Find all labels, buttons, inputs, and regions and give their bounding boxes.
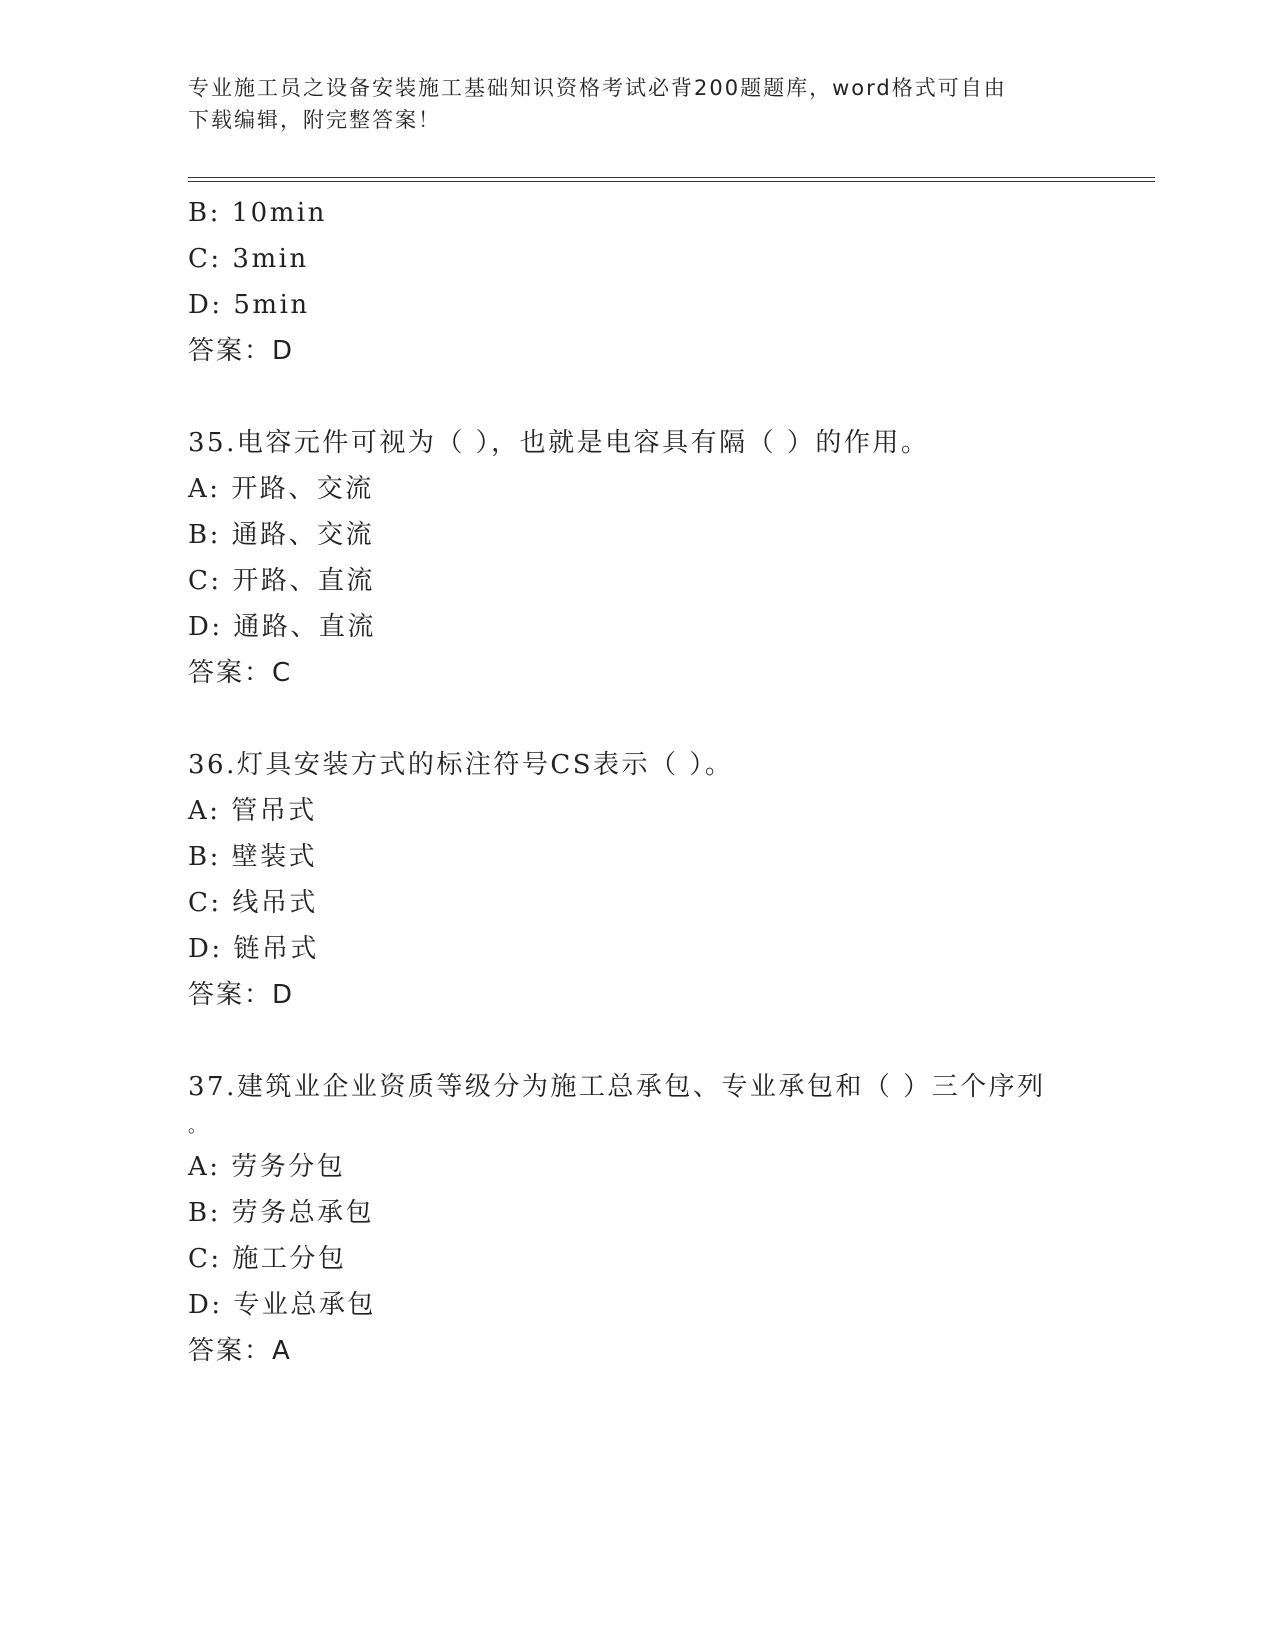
option-d: D: 5min <box>188 290 310 320</box>
question-37 <box>188 1064 1088 1374</box>
option-a: A: 开路、交流 <box>188 474 374 504</box>
question-content <box>188 190 1088 1374</box>
option-c: C: 3min <box>188 244 309 274</box>
option-b: B: 劳务总承包 <box>188 1198 375 1228</box>
option-c: C: 线吊式 <box>188 888 318 918</box>
spacer <box>188 1018 1088 1064</box>
question-text: 36.灯具安装方式的标注符号CS表示（ ）。 <box>188 750 734 780</box>
spacer <box>188 374 1088 420</box>
question-text-line-2: 。 <box>188 1116 206 1137</box>
question-text-line-1: 37.建筑业企业资质等级分为施工总承包、专业承包和（ ）三个序列 <box>188 1072 1046 1102</box>
header-line-2: 下载编辑，附完整答案！ <box>188 108 441 132</box>
question-35 <box>188 420 1088 696</box>
header-line-1: 专业施工员之设备安装施工基础知识资格考试必背200题题库，word格式可自由 <box>188 76 1007 100</box>
answer-line: 答案：A <box>188 1336 292 1366</box>
header-divider-bottom <box>188 181 1155 182</box>
answer-line: 答案：D <box>188 336 295 366</box>
page-header <box>188 72 1088 136</box>
option-b: B: 通路、交流 <box>188 520 375 550</box>
option-b: B: 10min <box>188 198 327 228</box>
option-d: D: 通路、直流 <box>188 612 376 642</box>
spacer <box>188 696 1088 742</box>
answer-line: 答案：C <box>188 658 293 688</box>
answer-line: 答案：D <box>188 980 295 1010</box>
header-divider-top <box>188 177 1155 178</box>
option-a: A: 劳务分包 <box>188 1152 346 1182</box>
option-d: D: 专业总承包 <box>188 1290 376 1320</box>
question-36 <box>188 742 1088 1018</box>
option-a: A: 管吊式 <box>188 796 317 826</box>
question-34-tail <box>188 190 1088 374</box>
option-c: C: 施工分包 <box>188 1244 347 1274</box>
option-c: C: 开路、直流 <box>188 566 375 596</box>
option-b: B: 壁装式 <box>188 842 318 872</box>
question-text: 35.电容元件可视为（ ），也就是电容具有隔（ ）的作用。 <box>188 428 930 458</box>
option-d: D: 链吊式 <box>188 934 319 964</box>
